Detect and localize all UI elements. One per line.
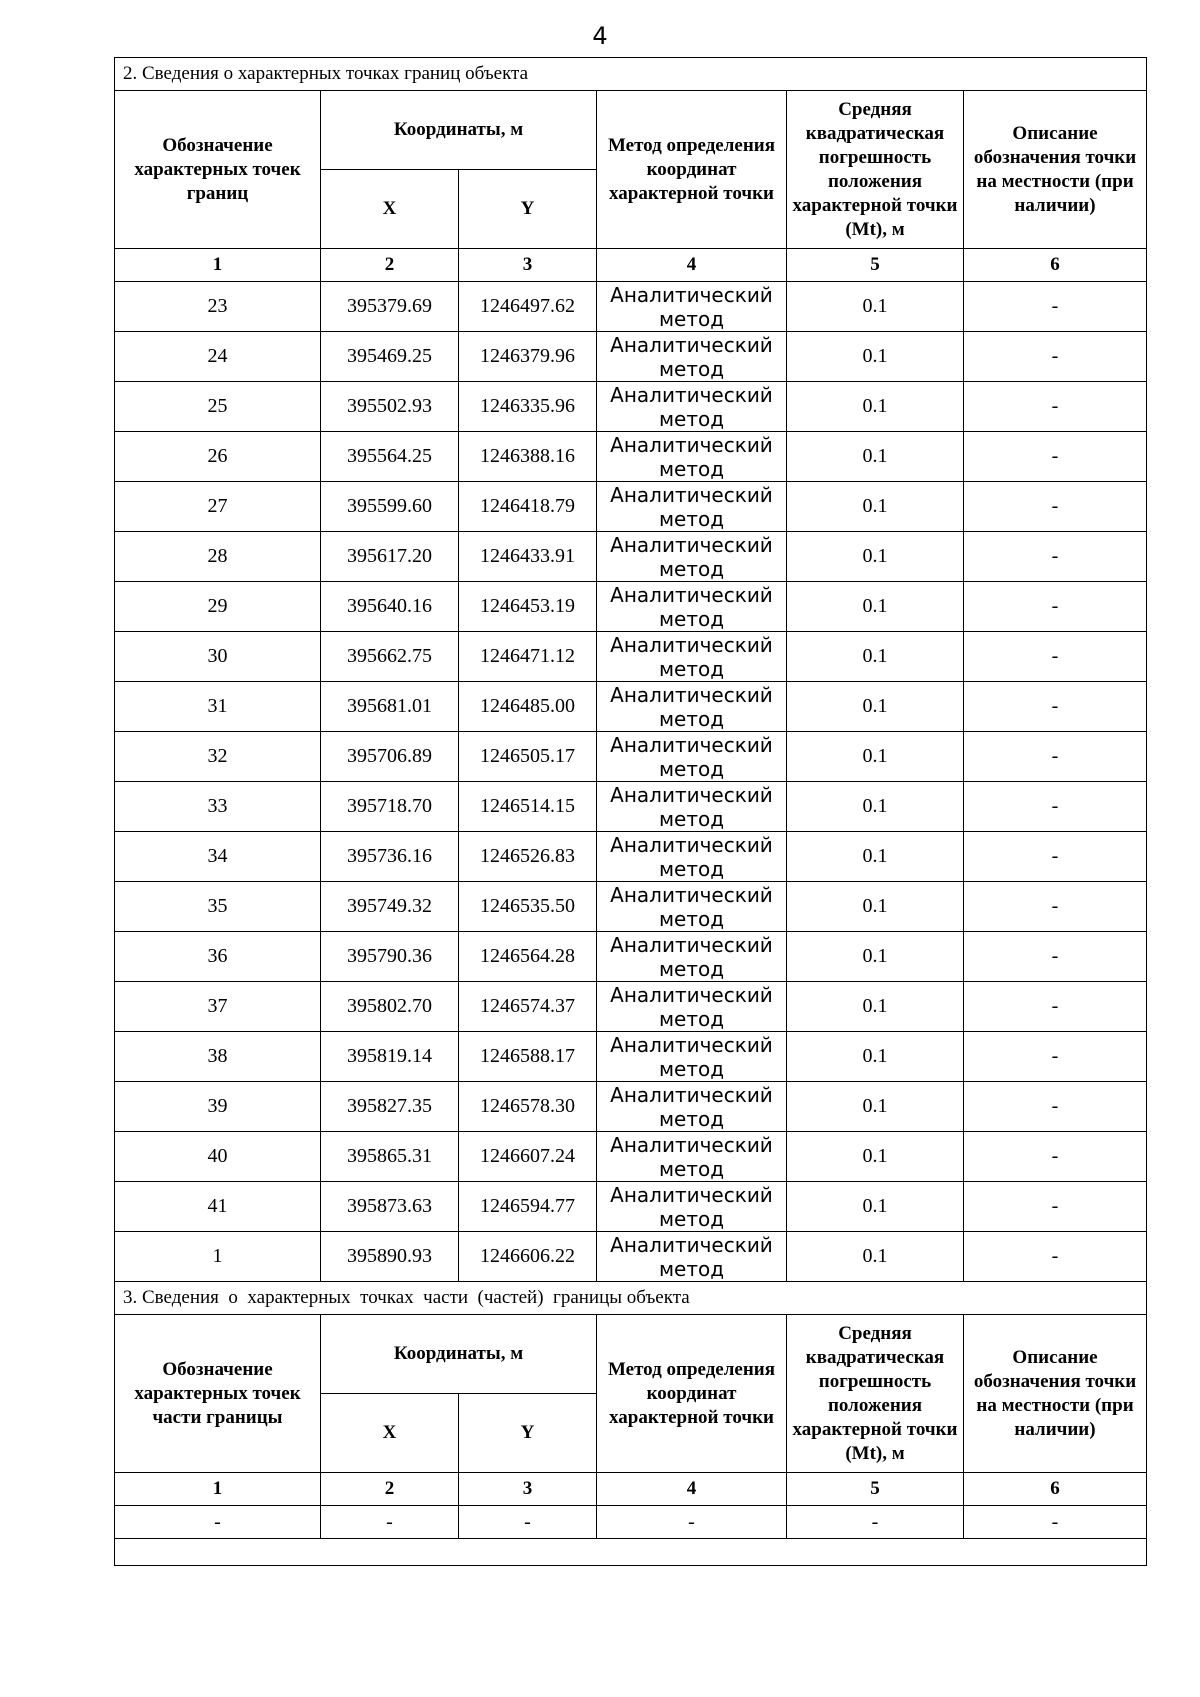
error-cell: 0.1 [787, 582, 964, 632]
x-cell: 395706.89 [321, 732, 459, 782]
description-cell: - [964, 782, 1147, 832]
point-cell: 23 [115, 282, 321, 332]
table-row [115, 332, 1147, 382]
x-cell: 395802.70 [321, 982, 459, 1032]
table-row [115, 1506, 1147, 1539]
method-cell: Аналитический метод [597, 382, 787, 432]
point-cell: 34 [115, 832, 321, 882]
point-cell: 41 [115, 1182, 321, 1232]
description-cell: - [964, 1032, 1147, 1082]
y-cell: 1246379.96 [459, 332, 597, 382]
point-cell: 31 [115, 682, 321, 732]
y-cell: 1246471.12 [459, 632, 597, 682]
x-cell: 395640.16 [321, 582, 459, 632]
header-error: Средняя квадратическая погрешность положения характерной точки (Mt), м [787, 91, 964, 249]
y-cell: 1246505.17 [459, 732, 597, 782]
y-cell: 1246514.15 [459, 782, 597, 832]
method-cell: Аналитический метод [597, 432, 787, 482]
header-error: Средняя квадратическая погрешность положения характерной точки (Mt), м [787, 1315, 964, 1473]
x-cell: 395736.16 [321, 832, 459, 882]
description-cell: - [964, 982, 1147, 1032]
table-row [115, 582, 1147, 632]
table-row [115, 832, 1147, 882]
point-cell: 36 [115, 932, 321, 982]
description-cell: - [964, 882, 1147, 932]
column-number: 2 [321, 1473, 459, 1506]
y-cell: 1246594.77 [459, 1182, 597, 1232]
y-cell: - [459, 1506, 597, 1539]
point-cell: 29 [115, 582, 321, 632]
error-cell: 0.1 [787, 982, 964, 1032]
column-number: 6 [964, 249, 1147, 282]
method-cell: Аналитический метод [597, 1132, 787, 1182]
y-cell: 1246607.24 [459, 1132, 597, 1182]
error-cell: 0.1 [787, 1232, 964, 1282]
error-cell: 0.1 [787, 882, 964, 932]
x-cell: 395662.75 [321, 632, 459, 682]
description-cell: - [964, 432, 1147, 482]
header-y: Y [459, 1394, 597, 1473]
error-cell: 0.1 [787, 782, 964, 832]
method-cell: Аналитический метод [597, 782, 787, 832]
column-number: 1 [115, 1473, 321, 1506]
method-cell: Аналитический метод [597, 1232, 787, 1282]
point-cell: 30 [115, 632, 321, 682]
description-cell: - [964, 532, 1147, 582]
error-cell: 0.1 [787, 832, 964, 882]
method-cell: Аналитический метод [597, 882, 787, 932]
point-cell: 37 [115, 982, 321, 1032]
point-cell: 33 [115, 782, 321, 832]
error-cell: 0.1 [787, 682, 964, 732]
method-cell: Аналитический метод [597, 482, 787, 532]
y-cell: 1246433.91 [459, 532, 597, 582]
table-row [115, 1032, 1147, 1082]
table-row [115, 482, 1147, 532]
point-cell: 32 [115, 732, 321, 782]
method-cell: Аналитический метод [597, 532, 787, 582]
error-cell: - [787, 1506, 964, 1539]
x-cell: 395865.31 [321, 1132, 459, 1182]
header-x: X [321, 1394, 459, 1473]
error-cell: 0.1 [787, 332, 964, 382]
description-cell: - [964, 1082, 1147, 1132]
header-point-designation: Обозначение характерных точек части границы [115, 1315, 321, 1473]
description-cell: - [964, 582, 1147, 632]
column-number: 3 [459, 249, 597, 282]
error-cell: 0.1 [787, 1082, 964, 1132]
method-cell: Аналитический метод [597, 1182, 787, 1232]
y-cell: 1246606.22 [459, 1232, 597, 1282]
method-cell: Аналитический метод [597, 332, 787, 382]
x-cell: 395599.60 [321, 482, 459, 532]
method-cell: Аналитический метод [597, 982, 787, 1032]
x-cell: 395873.63 [321, 1182, 459, 1232]
description-cell: - [964, 282, 1147, 332]
error-cell: 0.1 [787, 1032, 964, 1082]
x-cell: 395718.70 [321, 782, 459, 832]
table-row [115, 1132, 1147, 1182]
description-cell: - [964, 632, 1147, 682]
point-cell: 26 [115, 432, 321, 482]
column-number: 2 [321, 249, 459, 282]
method-cell: - [597, 1506, 787, 1539]
description-cell: - [964, 1182, 1147, 1232]
table-row [115, 982, 1147, 1032]
column-number: 4 [597, 1473, 787, 1506]
table-row [115, 1182, 1147, 1232]
error-cell: 0.1 [787, 1132, 964, 1182]
point-cell: 28 [115, 532, 321, 582]
method-cell: Аналитический метод [597, 282, 787, 332]
point-cell: 35 [115, 882, 321, 932]
header-method: Метод определения координат характерной точки [597, 91, 787, 249]
point-cell: 25 [115, 382, 321, 432]
x-cell: 395469.25 [321, 332, 459, 382]
header-coordinates: Координаты, м [321, 91, 597, 170]
error-cell: 0.1 [787, 932, 964, 982]
table-row [115, 682, 1147, 732]
point-cell: 39 [115, 1082, 321, 1132]
error-cell: 0.1 [787, 632, 964, 682]
description-cell: - [964, 332, 1147, 382]
error-cell: 0.1 [787, 382, 964, 432]
table-row [115, 782, 1147, 832]
description-cell: - [964, 1232, 1147, 1282]
x-cell: 395564.25 [321, 432, 459, 482]
point-cell: 1 [115, 1232, 321, 1282]
description-cell: - [964, 482, 1147, 532]
y-cell: 1246335.96 [459, 382, 597, 432]
description-cell: - [964, 682, 1147, 732]
x-cell: 395502.93 [321, 382, 459, 432]
table-row [115, 1082, 1147, 1132]
column-number: 4 [597, 249, 787, 282]
x-cell: 395819.14 [321, 1032, 459, 1082]
section-2-title: 2. Сведения о характерных точках границ объекта [115, 58, 1147, 91]
header-y: Y [459, 170, 597, 249]
x-cell: 395617.20 [321, 532, 459, 582]
method-cell: Аналитический метод [597, 582, 787, 632]
y-cell: 1246388.16 [459, 432, 597, 482]
table-row [115, 282, 1147, 332]
method-cell: Аналитический метод [597, 1082, 787, 1132]
table-row [115, 382, 1147, 432]
column-number: 5 [787, 1473, 964, 1506]
x-cell: 395379.69 [321, 282, 459, 332]
table-row [115, 432, 1147, 482]
x-cell: 395790.36 [321, 932, 459, 982]
table-row [115, 732, 1147, 782]
column-number: 5 [787, 249, 964, 282]
description-cell: - [964, 382, 1147, 432]
header-point-designation: Обозначение характерных точек границ [115, 91, 321, 249]
x-cell: 395749.32 [321, 882, 459, 932]
y-cell: 1246564.28 [459, 932, 597, 982]
method-cell: Аналитический метод [597, 832, 787, 882]
boundary-points-table [114, 57, 1147, 1566]
method-cell: Аналитический метод [597, 732, 787, 782]
error-cell: 0.1 [787, 432, 964, 482]
table-row [115, 932, 1147, 982]
y-cell: 1246526.83 [459, 832, 597, 882]
method-cell: Аналитический метод [597, 932, 787, 982]
y-cell: 1246485.00 [459, 682, 597, 732]
error-cell: 0.1 [787, 482, 964, 532]
header-x: X [321, 170, 459, 249]
y-cell: 1246578.30 [459, 1082, 597, 1132]
table-row [115, 532, 1147, 582]
error-cell: 0.1 [787, 532, 964, 582]
point-cell: 38 [115, 1032, 321, 1082]
x-cell: 395890.93 [321, 1232, 459, 1282]
point-cell: 40 [115, 1132, 321, 1182]
y-cell: 1246418.79 [459, 482, 597, 532]
column-number: 1 [115, 249, 321, 282]
header-description: Описание обозначения точки на местности (при наличии) [964, 1315, 1147, 1473]
error-cell: 0.1 [787, 732, 964, 782]
point-cell: - [115, 1506, 321, 1539]
description-cell: - [964, 1506, 1147, 1539]
empty-cell [115, 1539, 1147, 1566]
point-cell: 24 [115, 332, 321, 382]
description-cell: - [964, 1132, 1147, 1182]
x-cell: 395681.01 [321, 682, 459, 732]
y-cell: 1246497.62 [459, 282, 597, 332]
description-cell: - [964, 932, 1147, 982]
empty-row [115, 1539, 1147, 1566]
table-row [115, 632, 1147, 682]
error-cell: 0.1 [787, 282, 964, 332]
x-cell: 395827.35 [321, 1082, 459, 1132]
y-cell: 1246574.37 [459, 982, 597, 1032]
point-cell: 27 [115, 482, 321, 532]
description-cell: - [964, 832, 1147, 882]
header-coordinates: Координаты, м [321, 1315, 597, 1394]
header-description: Описание обозначения точки на местности (при наличии) [964, 91, 1147, 249]
y-cell: 1246588.17 [459, 1032, 597, 1082]
y-cell: 1246453.19 [459, 582, 597, 632]
column-number: 3 [459, 1473, 597, 1506]
y-cell: 1246535.50 [459, 882, 597, 932]
page-number: 4 [592, 22, 608, 50]
section-3-title: 3. Сведения о характерных точках части (частей) границы объекта [115, 1282, 1147, 1315]
header-method: Метод определения координат характерной точки [597, 1315, 787, 1473]
table-row [115, 1232, 1147, 1282]
column-numbers-row [115, 249, 1147, 282]
description-cell: - [964, 732, 1147, 782]
method-cell: Аналитический метод [597, 632, 787, 682]
table-row [115, 882, 1147, 932]
column-numbers-row [115, 1473, 1147, 1506]
method-cell: Аналитический метод [597, 682, 787, 732]
method-cell: Аналитический метод [597, 1032, 787, 1082]
x-cell: - [321, 1506, 459, 1539]
error-cell: 0.1 [787, 1182, 964, 1232]
column-number: 6 [964, 1473, 1147, 1506]
